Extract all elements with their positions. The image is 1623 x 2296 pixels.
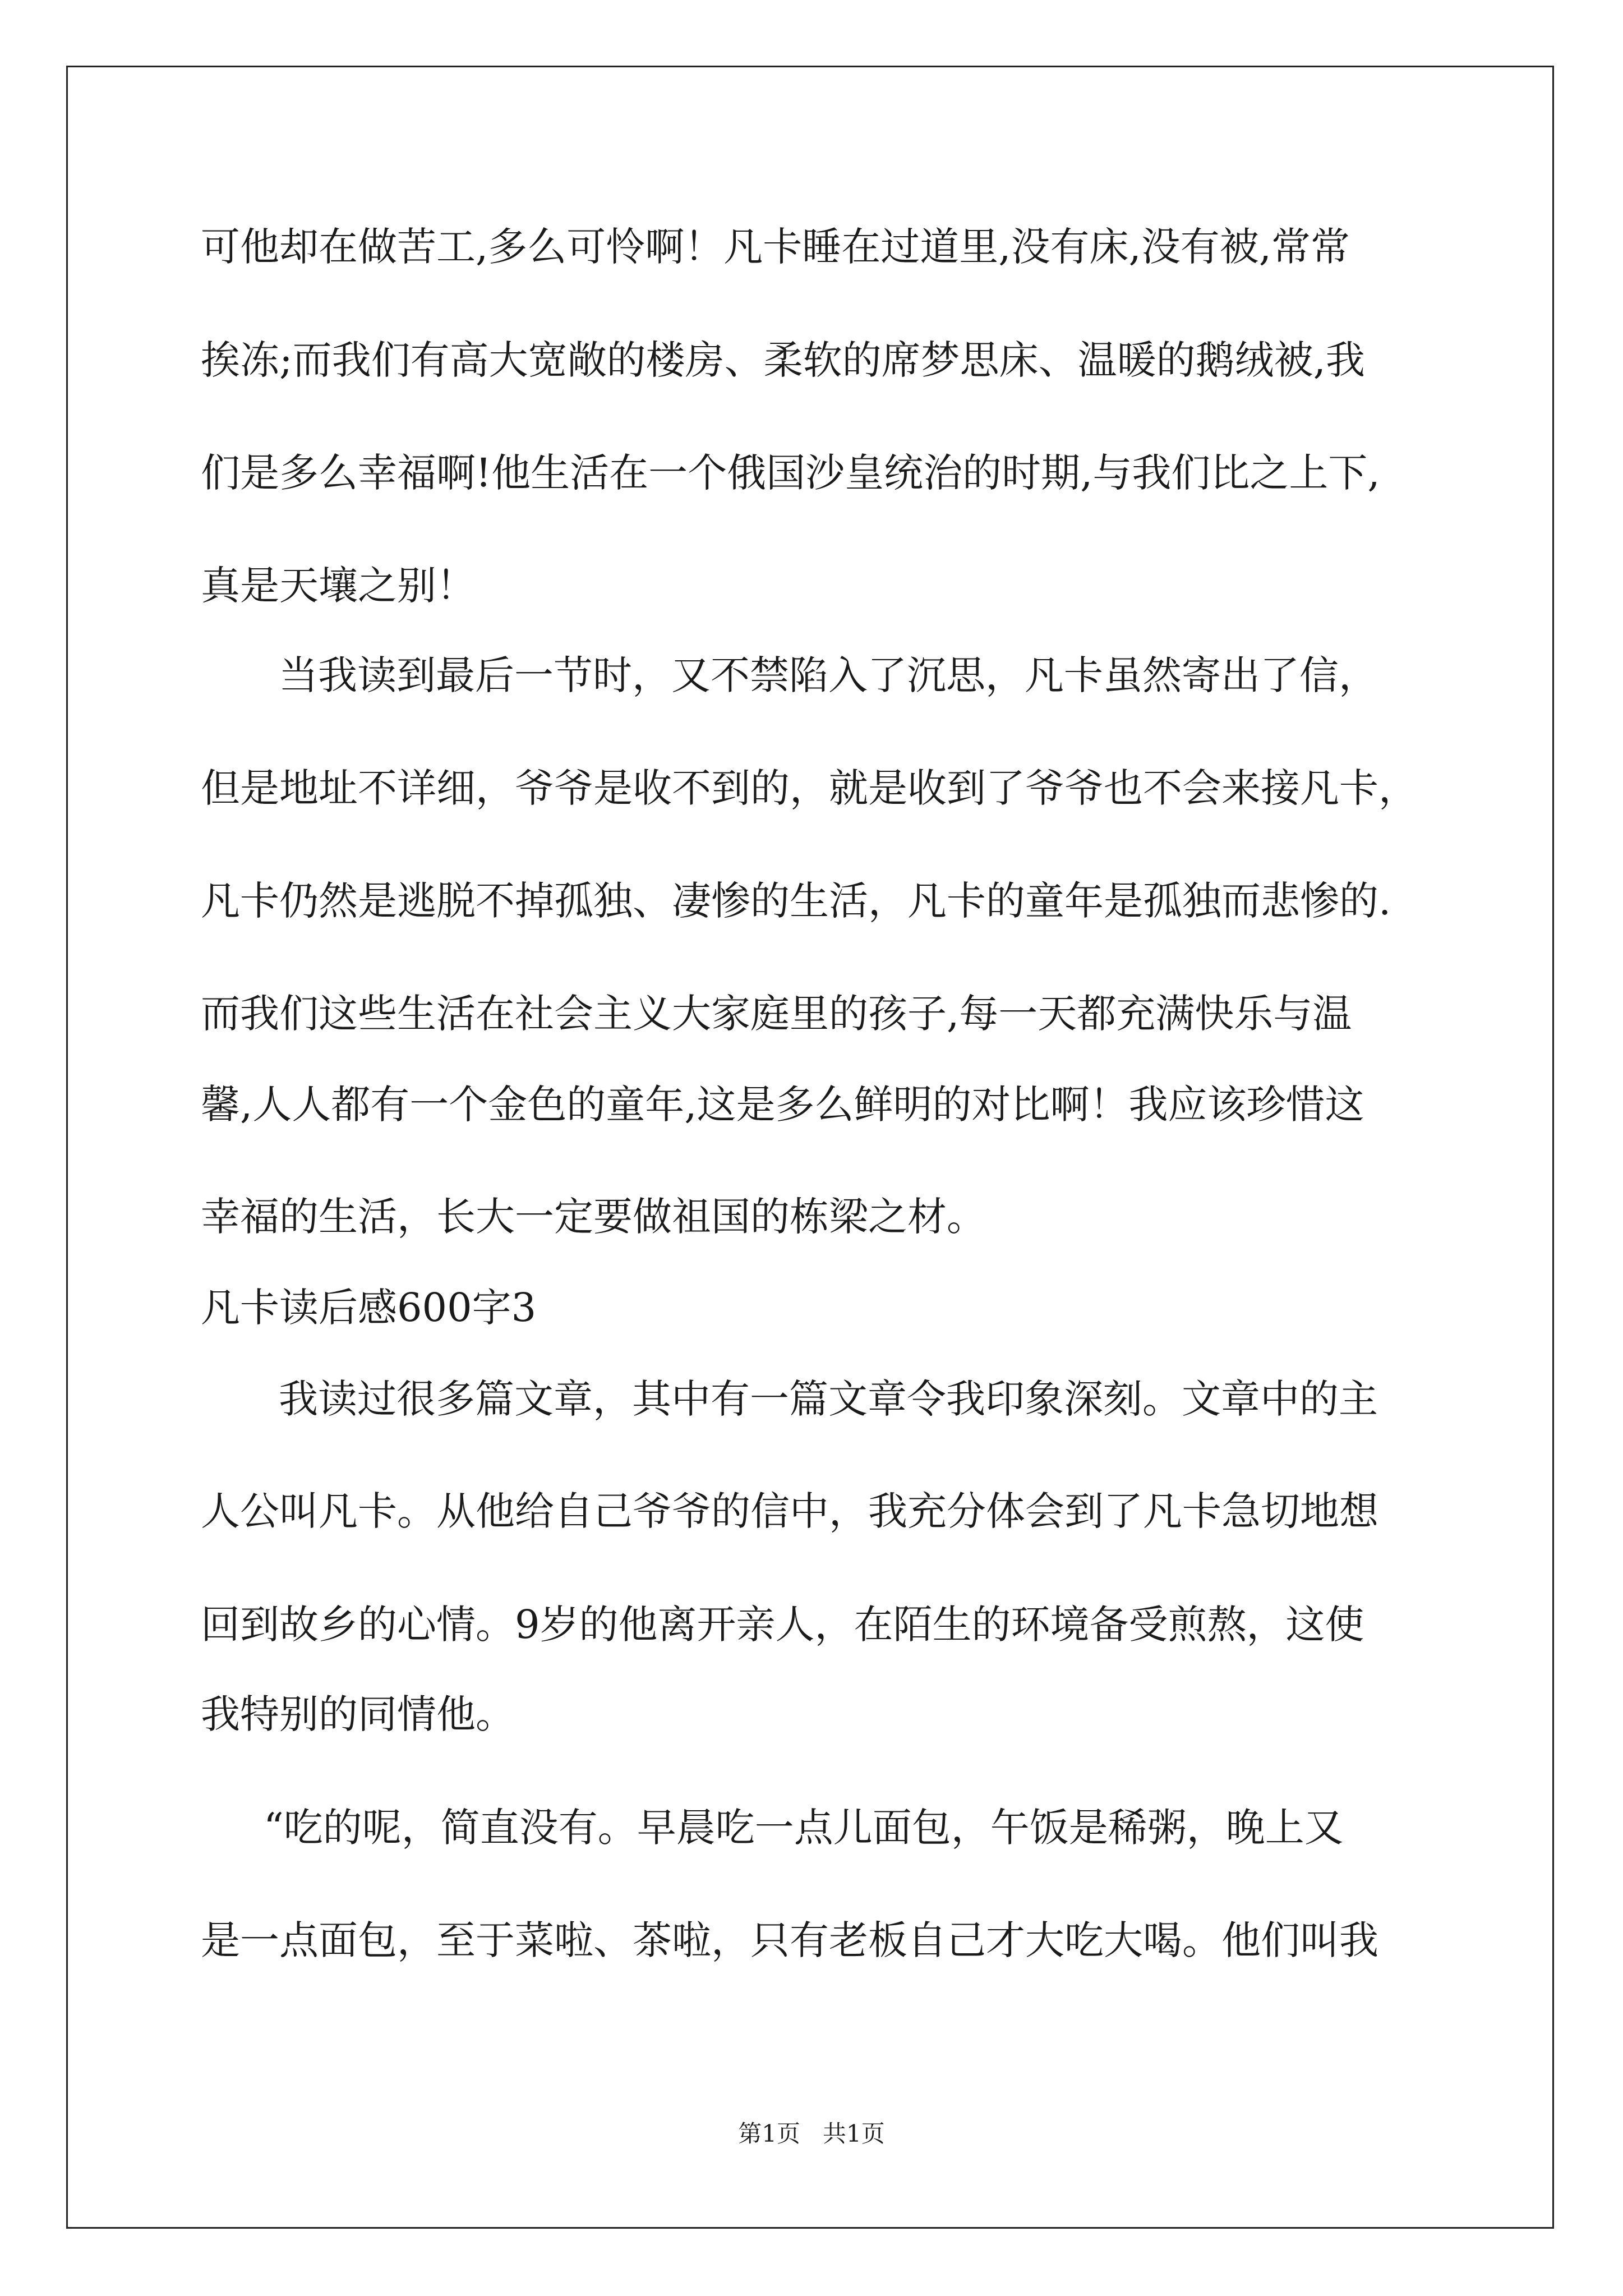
page-border xyxy=(66,66,1554,2229)
body-text-line: 我特别的同情他。 xyxy=(201,1691,515,1737)
paragraph-first-line: 我读过很多篇文章，其中有一篇文章令我印象深刻。文章中的主 xyxy=(279,1376,1378,1422)
body-text-line: 幸福的生活，长大一定要做祖国的栋梁之材。 xyxy=(201,1194,986,1240)
body-text-line: 馨,人人都有一个金色的童年,这是多么鲜明的对比啊！我应该珍惜这 xyxy=(201,1082,1364,1128)
paragraph-first-line: “吃的呢，简直没有。早晨吃一点儿面包，午饭是稀粥，晚上又 xyxy=(264,1805,1344,1851)
section-heading: 凡卡读后感600字3 xyxy=(201,1285,537,1331)
body-text-line: 人公叫凡卡。从他给自己爷爷的信中，我充分体会到了凡卡急切地想 xyxy=(201,1488,1378,1534)
body-text-line: 回到故乡的心情。9岁的他离开亲人，在陌生的环境备受煎熬，这使 xyxy=(201,1602,1364,1648)
page-footer: 第1页 共1页 xyxy=(738,2120,885,2147)
body-text-line: 真是天壤之别！ xyxy=(201,563,476,609)
body-text-line: 是一点面包，至于菜啦、茶啦，只有老板自己才大吃大喝。他们叫我 xyxy=(201,1917,1378,1963)
paragraph-first-line: 当我读到最后一节时，又不禁陷入了沉思，凡卡虽然寄出了信， xyxy=(279,652,1378,698)
body-text-line: 凡卡仍然是逃脱不掉孤独、凄惨的生活，凡卡的童年是孤独而悲惨的. xyxy=(201,878,1391,924)
body-text-line: 挨冻;而我们有高大宽敞的楼房、柔软的席梦思床、温暖的鹅绒被,我 xyxy=(201,337,1365,383)
body-text-line: 们是多么幸福啊!他生活在一个俄国沙皇统治的时期,与我们比之上下, xyxy=(201,450,1380,496)
body-text-line: 可他却在做苦工,多么可怜啊！凡卡睡在过道里,没有床,没有被,常常 xyxy=(201,224,1350,270)
body-text-line: 而我们这些生活在社会主义大家庭里的孩子,每一天都充满快乐与温 xyxy=(201,991,1352,1037)
body-text-line: 但是地址不详细，爷爷是收不到的，就是收到了爷爷也不会来接凡卡， xyxy=(201,765,1418,811)
